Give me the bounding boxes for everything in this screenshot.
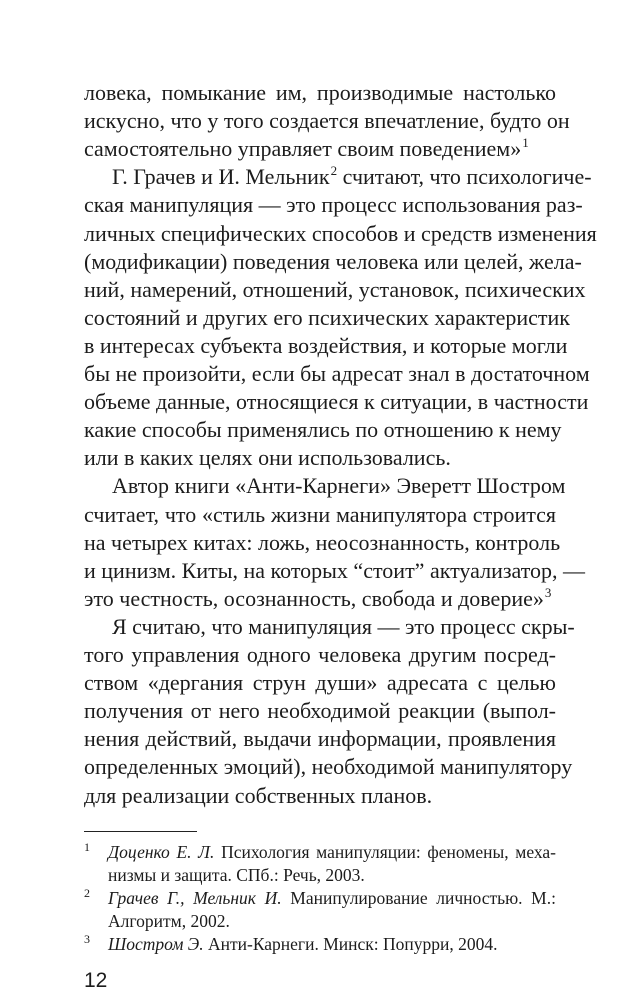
body-line	[84, 752, 573, 782]
line-text: ская манипуляция — это процесс использования раз-	[84, 192, 583, 218]
line-text: получения от него необходимой реакции (выпол-	[84, 698, 556, 724]
body-line	[84, 275, 586, 305]
line-text: (модификации) поведения человека или целей, жела-	[84, 248, 582, 274]
body-line	[84, 106, 570, 136]
line-text: состояний и других его психических характеристик	[84, 304, 570, 330]
body-line	[84, 500, 556, 530]
line-text: объеме данные, относящиеся к ситуации, в частности	[84, 389, 589, 415]
line-text: и цинизм. Киты, на которых “стоит” актуализатор, —	[84, 557, 586, 583]
body-line	[84, 528, 561, 558]
footnote-text: Анти-Карнеги. Минск: Попурри, 2004.	[203, 933, 498, 954]
footnote	[84, 841, 556, 864]
line-text: ний, намерений, отношений, установок, психических	[84, 276, 586, 302]
line-text: какие способы применялись по отношению к нему	[84, 417, 562, 443]
line-text: Г. Грачев и И. Мельник	[112, 164, 330, 190]
body-line	[84, 134, 556, 164]
line-text: искусно, что у того создается впечатление, будто он	[84, 108, 570, 134]
footnote-number: 3	[84, 931, 90, 946]
body-line	[112, 471, 566, 501]
line-text: нения действий, выдачи информации, проявления	[84, 726, 556, 752]
body-line	[84, 668, 556, 698]
footnote	[84, 933, 556, 956]
footnote	[84, 887, 556, 910]
line-text: считают, что психологиче-	[337, 164, 592, 190]
body-line	[84, 387, 589, 417]
line-text: самостоятельно управляет своим поведением»	[84, 136, 522, 162]
body-line	[84, 359, 590, 389]
footnote-author: Доценко Е. Л.	[108, 841, 215, 862]
footnote-text: Манипулирование личностью. М.:	[281, 887, 556, 908]
page-number: 12	[84, 969, 108, 992]
footnote-ref: 2	[330, 163, 338, 179]
footnote-number: 1	[84, 839, 90, 854]
footnote-author: Грачев Г., Мельник И.	[108, 887, 282, 908]
body-line	[112, 162, 592, 192]
body-line	[84, 781, 556, 811]
line-text: определенных эмоций), необходимой манипулятору	[84, 754, 573, 780]
footnote-text: Алгоритм, 2002.	[108, 910, 230, 931]
footnote-divider	[84, 831, 197, 832]
body-line	[84, 219, 597, 249]
footnote-continuation	[84, 910, 556, 933]
line-text: ловека, помыкание им, производимые настолько	[84, 80, 556, 105]
line-text: того управления одного человека другим посред-	[84, 642, 556, 667]
line-text: бы не произойти, если бы адресат знал в достаточном	[84, 361, 590, 386]
line-text: это честность, осознанность, свобода и доверие»	[84, 585, 544, 611]
line-text: Автор книги «Анти-Карнеги» Эверетт Шостром	[112, 473, 566, 499]
body-line	[84, 696, 556, 726]
body-line	[84, 556, 586, 586]
line-text: считает, что «стиль жизни манипулятора строится	[84, 501, 556, 527]
line-text: Я считаю, что манипуляция — это процесс скры-	[112, 613, 575, 639]
footnote-text: Психология манипуляции: феномены, меха-	[214, 841, 556, 862]
footnote-continuation	[84, 864, 556, 887]
body-line	[84, 190, 583, 220]
line-text: в интересах субъекта воздействия, и которые могли	[84, 332, 568, 358]
line-text: для реализации собственных планов.	[84, 782, 433, 808]
line-text: личных специфических способов и средств изменения	[84, 220, 597, 246]
line-text: ством «дергания струн души» адресата с целью	[84, 670, 556, 696]
footnote-text: низмы и защита. СПб.: Речь, 2003.	[108, 864, 365, 885]
footnote-author: Шостром Э.	[108, 933, 204, 954]
body-line	[84, 331, 568, 361]
body-line	[84, 443, 556, 473]
body-line	[84, 724, 556, 754]
body-line	[84, 78, 556, 108]
body-line	[84, 415, 562, 445]
line-text: на четырех китах: ложь, неосознанность, контроль	[84, 529, 561, 555]
body-line	[84, 303, 570, 333]
footnote-number: 2	[84, 885, 90, 900]
footnote-ref: 3	[544, 584, 552, 600]
line-text: или в каких целях они использовались.	[84, 445, 451, 471]
footnote-ref: 1	[522, 135, 529, 151]
body-line	[112, 612, 575, 642]
body-line	[84, 640, 556, 670]
body-line	[84, 584, 556, 614]
body-line	[84, 247, 582, 277]
